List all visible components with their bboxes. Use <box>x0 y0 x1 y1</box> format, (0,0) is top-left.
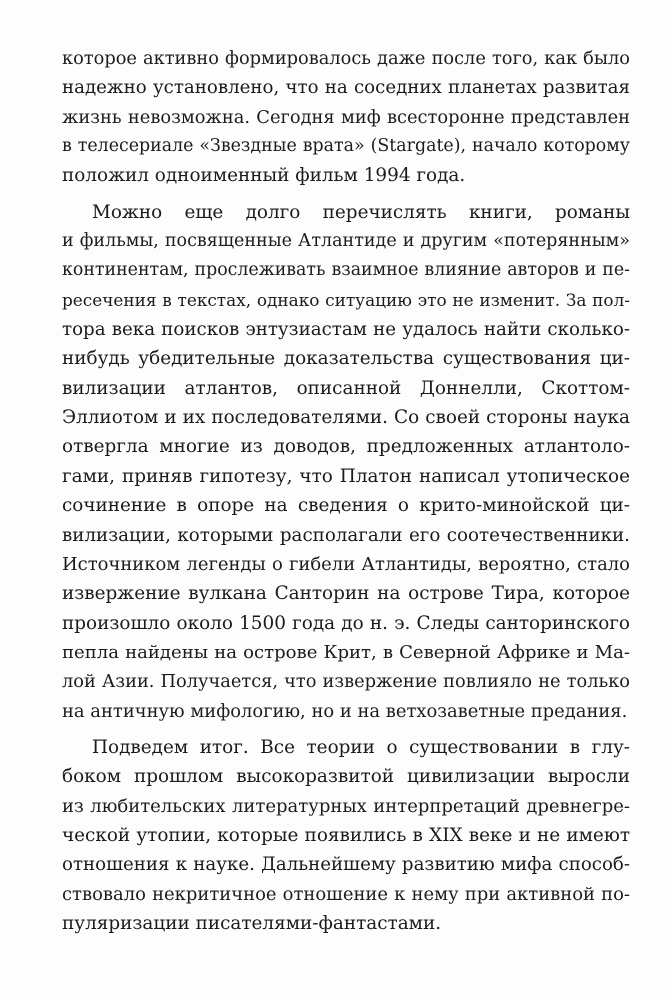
text-line: извержение вулкана Санторин на острове Тира, которое <box>62 583 630 605</box>
text-line: тора века поисков энтузиастам не удалось найти сколько- <box>62 319 630 341</box>
text-line: Можно еще долго перечислять книги, романы <box>92 201 630 223</box>
text-line: из любительских литературных интерпретаций древнегре- <box>62 795 630 817</box>
paragraph-gap <box>62 726 630 733</box>
text-line: надежно установлено, что на соседних планетах развитая <box>62 77 630 99</box>
text-line: вилизации, которыми располагали его соотечественники. <box>62 524 630 546</box>
text-line: ресечения в текстах, однако ситуацию это не изменит. За пол- <box>62 289 630 310</box>
text-line: вилизации атлантов, описанной Доннелли, Скоттом- <box>62 377 630 399</box>
text-line: лой Азии. Получается, что извержение повлияло не только <box>62 671 630 693</box>
text-line: положил одноименный фильм 1994 года. <box>62 165 466 187</box>
text-line: ствовало некритичное отношение к нему при активной по- <box>62 883 630 905</box>
text-line: произошло около 1500 года до н. э. Следы санторинского <box>62 612 630 634</box>
text-line: Источником легенды о гибели Атлантиды, вероятно, стало <box>62 553 630 575</box>
text-line: пуляризации писателями-фантастами. <box>62 912 442 934</box>
paragraph-gap <box>62 191 630 198</box>
text-line: боком прошлом высокоразвитой цивилизации выросли <box>62 766 630 788</box>
text-line: Подведем итог. Все теории о существовании в глу- <box>92 736 630 758</box>
text-line: на античную мифологию, но и на ветхозаветные предания. <box>62 700 628 722</box>
text-line: сочинение в опоре на сведения о крито-минойской ци- <box>62 495 630 517</box>
text-line: жизнь невозможна. Сегодня миф всесторонне представлен <box>62 106 630 128</box>
text-line: в телесериале «Звездные врата» (Stargate), начало которому <box>62 136 630 157</box>
text-line: отношения к науке. Дальнейшему развитию мифа способ- <box>62 854 630 876</box>
text-line: нибудь убедительные доказательства существования ци- <box>62 348 630 370</box>
text-line: пепла найдены на острове Крит, в Северной Африке и Ма- <box>62 641 630 663</box>
text-line: гами, приняв гипотезу, что Платон написал утопическое <box>62 465 630 487</box>
text-line: и фильмы, посвященные Атлантиде и другим «потерянным» <box>62 231 630 252</box>
body-text <box>62 44 630 938</box>
text-line: ческой утопии, которые появились в XIX веке и не имеют <box>62 824 630 846</box>
text-line: Эллиотом и их последователями. Со своей стороны наука <box>62 407 630 429</box>
text-line: отвергла многие из доводов, предложенных атлантоло- <box>62 436 630 458</box>
text-line: которое активно формировалось даже после того, как было <box>62 48 630 69</box>
text-line: континентам, прослеживать взаимное влияние авторов и пе- <box>62 260 630 281</box>
